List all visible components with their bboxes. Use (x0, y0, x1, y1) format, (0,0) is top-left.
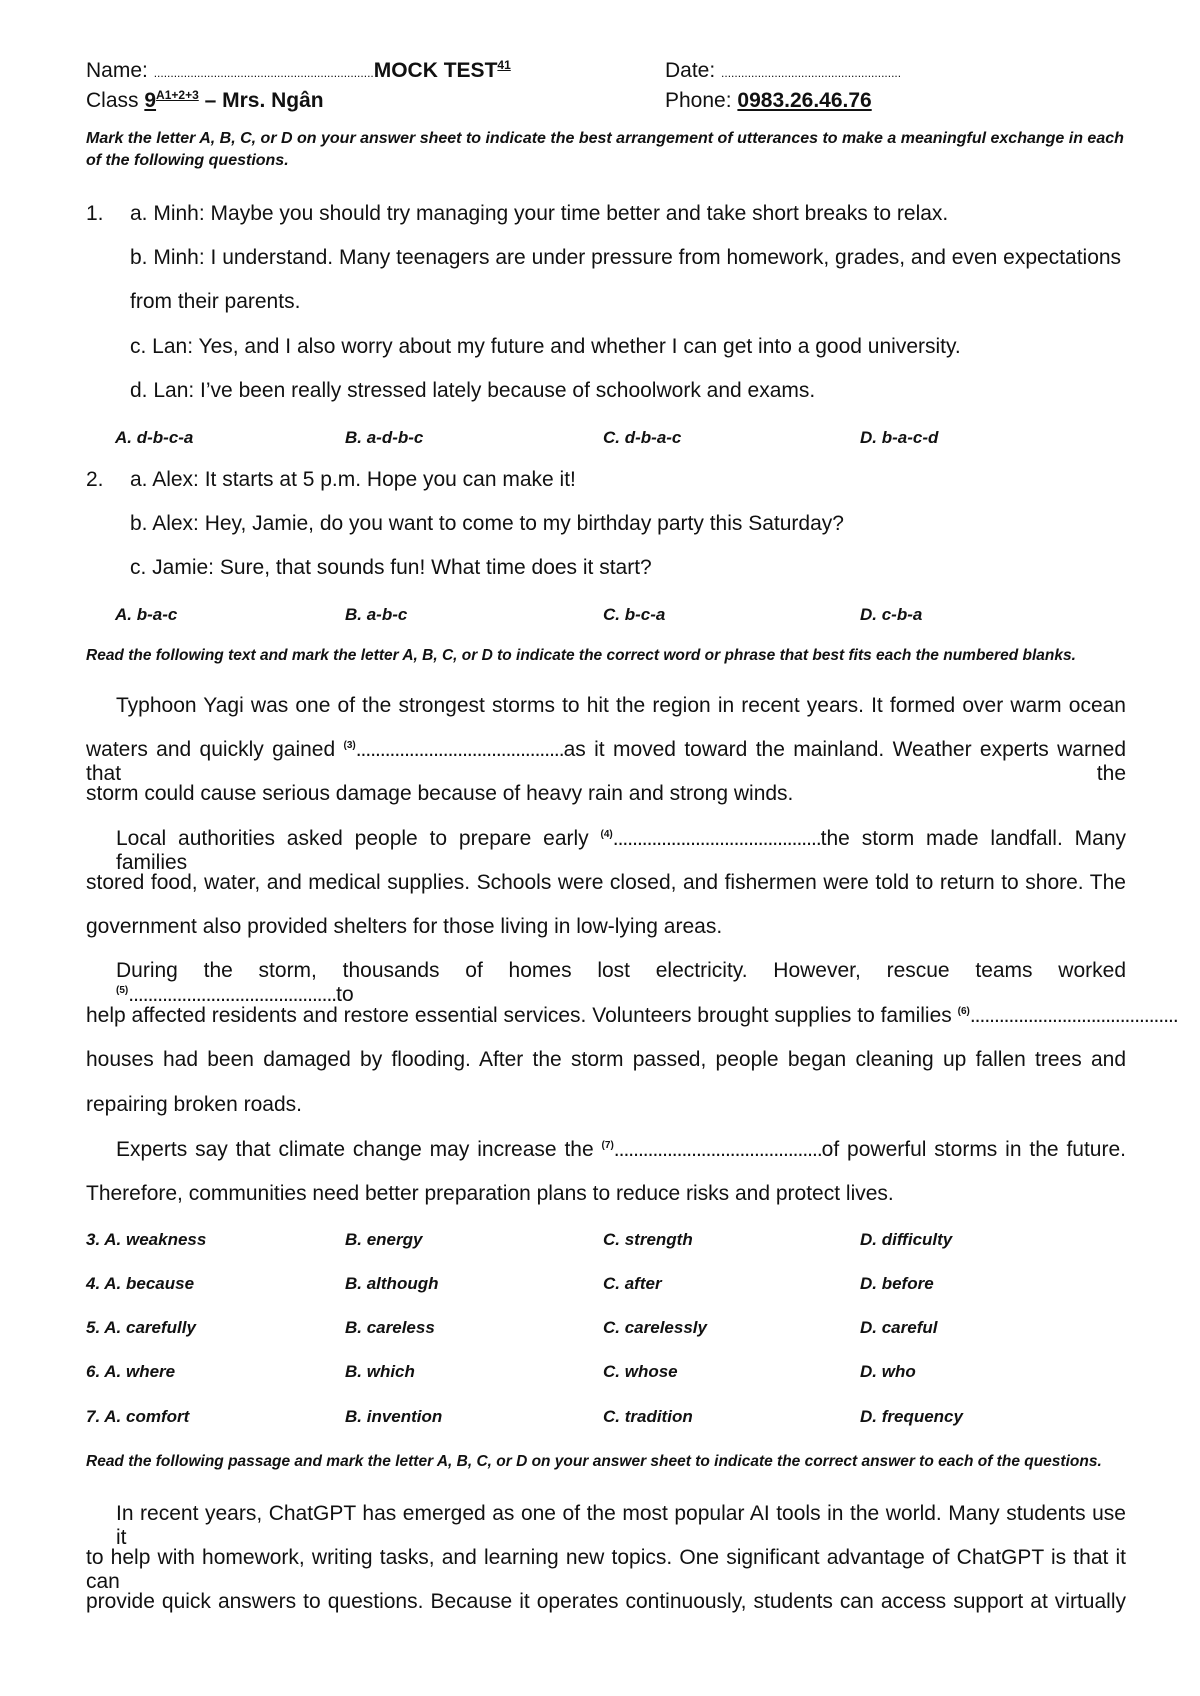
blank-4-label: (4) (600, 829, 613, 840)
text-run: as it moved toward the mainland. Weather experts warned that the (86, 738, 1126, 785)
q7-option-d[interactable]: D. frequency (860, 1407, 963, 1426)
text-run: Local authorities asked people to prepare early (116, 827, 601, 850)
date-label: Date: (665, 59, 722, 82)
q5-option-d[interactable]: D. careful (860, 1318, 938, 1337)
q2-option-d[interactable]: D. c-b-a (860, 605, 923, 624)
blank-6-label: (6) (957, 1006, 970, 1017)
q2-line-c: c. Jamie: Sure, that sounds fun! What time does it start? (130, 556, 652, 579)
q7-option-b[interactable]: B. invention (345, 1407, 443, 1426)
q5-option-b[interactable]: B. careless (345, 1318, 435, 1337)
text-run: the storm made landfall. Many families (116, 827, 1126, 874)
text-run: Experts say that climate change may increase the (116, 1138, 602, 1161)
q1-option-d[interactable]: D. b-a-c-d (860, 428, 939, 447)
q3-option-d[interactable]: D. difficulty (860, 1230, 953, 1249)
passage2-line1: In recent years, ChatGPT has emerged as one of the most popular AI tools in the world. Many students use it (116, 1502, 1126, 1549)
blank-3-label: (3) (343, 740, 356, 751)
passage1-p2-line1 (86, 827, 1126, 875)
q1-line-c: c. Lan: Yes, and I also worry about my future and whether I can get into a good university. (130, 335, 961, 358)
phone-number: 0983.26.46.76 (737, 89, 872, 112)
q4-option-b[interactable]: B. although (345, 1274, 439, 1293)
blank-3[interactable]: ........................................... (355, 738, 564, 761)
class-groups: A1+2+3 (156, 88, 199, 102)
text-run: waters and quickly gained (86, 738, 344, 761)
class-line (86, 88, 324, 114)
q3-option-a[interactable]: 3. A. weakness (86, 1230, 207, 1249)
name-label: Name: (86, 59, 154, 82)
passage1-p3-line4: repairing broken roads. (86, 1093, 302, 1116)
name-line (86, 58, 511, 86)
text-run: to (336, 983, 354, 1006)
passage1-p3-line3: houses had been damaged by flooding. After the storm passed, people began cleaning up fallen trees and (86, 1048, 1126, 1071)
test-title: MOCK TEST (373, 59, 498, 82)
q1-option-b[interactable]: B. a-d-b-c (345, 428, 424, 447)
q2-line-a: a. Alex: It starts at 5 p.m. Hope you can make it! (130, 468, 576, 491)
blank-5[interactable]: ........................................... (128, 983, 337, 1006)
q5-option-a[interactable]: 5. A. carefully (86, 1318, 196, 1337)
q1-option-c[interactable]: C. d-b-a-c (603, 428, 682, 447)
blank-7[interactable]: ........................................... (613, 1138, 822, 1161)
passage1-p2-line3: government also provided shelters for those living in low-lying areas. (86, 915, 723, 938)
q3-option-c[interactable]: C. strength (603, 1230, 693, 1249)
q6-option-a[interactable]: 6. A. where (86, 1362, 176, 1381)
q6-option-c[interactable]: C. whose (603, 1362, 678, 1381)
passage2-line3: provide quick answers to questions. Because it operates continuously, students can access support at virtually (86, 1590, 1126, 1613)
q1-line-a: a. Minh: Maybe you should try managing your time better and take short breaks to relax. (130, 202, 949, 225)
blank-5-label: (5) (116, 985, 129, 996)
name-dots: .................................................................. (153, 66, 374, 80)
text-run: of powerful storms in the future. (821, 1138, 1126, 1161)
blank-4[interactable]: ........................................... (612, 827, 821, 850)
section3-instruction: Read the following passage and mark the letter A, B, C, or D on your answer sheet to indicate the correct answer to each of the questions. (86, 1453, 1102, 1470)
teacher-name: – Mrs. Ngân (198, 89, 324, 112)
q6-option-d[interactable]: D. who (860, 1362, 916, 1381)
q1-number: 1. (86, 202, 104, 225)
q7-option-c[interactable]: C. tradition (603, 1407, 693, 1426)
date-line (665, 58, 901, 86)
text-run: During the storm, thousands of homes lost electricity. However, rescue teams worked (116, 959, 1126, 982)
q2-option-c[interactable]: C. b-c-a (603, 605, 666, 624)
q1-option-a[interactable]: A. d-b-c-a (115, 428, 194, 447)
text-run: help affected residents and restore essential services. Volunteers brought supplies to families (86, 1004, 958, 1027)
test-number: 41 (497, 58, 511, 72)
q4-option-a[interactable]: 4. A. because (86, 1274, 195, 1293)
q4-option-c[interactable]: C. after (603, 1274, 662, 1293)
q2-line-b: b. Alex: Hey, Jamie, do you want to come to my birthday party this Saturday? (130, 512, 844, 535)
blank-7-label: (7) (601, 1140, 614, 1151)
blank-6[interactable]: ........................................... (969, 1004, 1178, 1027)
section2-instruction: Read the following text and mark the letter A, B, C, or D to indicate the correct word or phrase that best fits each the numbered blanks. (86, 647, 1076, 664)
q1-line-b: b. Minh: I understand. Many teenagers are under pressure from homework, grades, and even expectations (130, 246, 1122, 269)
q2-option-a[interactable]: A. b-a-c (115, 605, 178, 624)
passage1-p4-line2: Therefore, communities need better preparation plans to reduce risks and protect lives. (86, 1182, 894, 1205)
q1-line-d: d. Lan: I’ve been really stressed lately because of schoolwork and exams. (130, 379, 816, 402)
q1-line-b-cont: from their parents. (130, 290, 301, 313)
class-value: 9 (144, 89, 157, 112)
section1-instruction: Mark the letter A, B, C, or D on your answer sheet to indicate the best arrangement of utterances to make a meaningful exchange in each of the following questions. (86, 130, 1124, 169)
passage1-p1-line1: Typhoon Yagi was one of the strongest storms to hit the region in recent years. It formed over warm ocean (116, 694, 1126, 717)
passage1-p1-line3: storm could cause serious damage because of heavy rain and strong winds. (86, 782, 794, 805)
passage1-p3-line2 (86, 1004, 1178, 1028)
phone-line (665, 88, 872, 114)
passage1-p1-line2 (86, 738, 1126, 786)
phone-label: Phone: (665, 89, 738, 112)
passage2-line2: to help with homework, writing tasks, and learning new topics. One significant advantage of ChatGPT is that it can (86, 1546, 1126, 1593)
q5-option-c[interactable]: C. carelessly (603, 1318, 707, 1337)
q7-option-a[interactable]: 7. A. comfort (86, 1407, 190, 1426)
q6-option-b[interactable]: B. which (345, 1362, 415, 1381)
class-label: Class (86, 89, 145, 112)
q4-option-d[interactable]: D. before (860, 1274, 934, 1293)
passage1-p2-line2: stored food, water, and medical supplies. Schools were closed, and fishermen were told to return to shore. The (86, 871, 1126, 894)
passage1-p4-line1 (86, 1138, 1126, 1162)
date-dots: ...................................................... (721, 66, 902, 80)
passage1-p3-line1 (86, 959, 1126, 1007)
q3-option-b[interactable]: B. energy (345, 1230, 423, 1249)
q2-option-b[interactable]: B. a-b-c (345, 605, 408, 624)
q2-number: 2. (86, 468, 104, 491)
